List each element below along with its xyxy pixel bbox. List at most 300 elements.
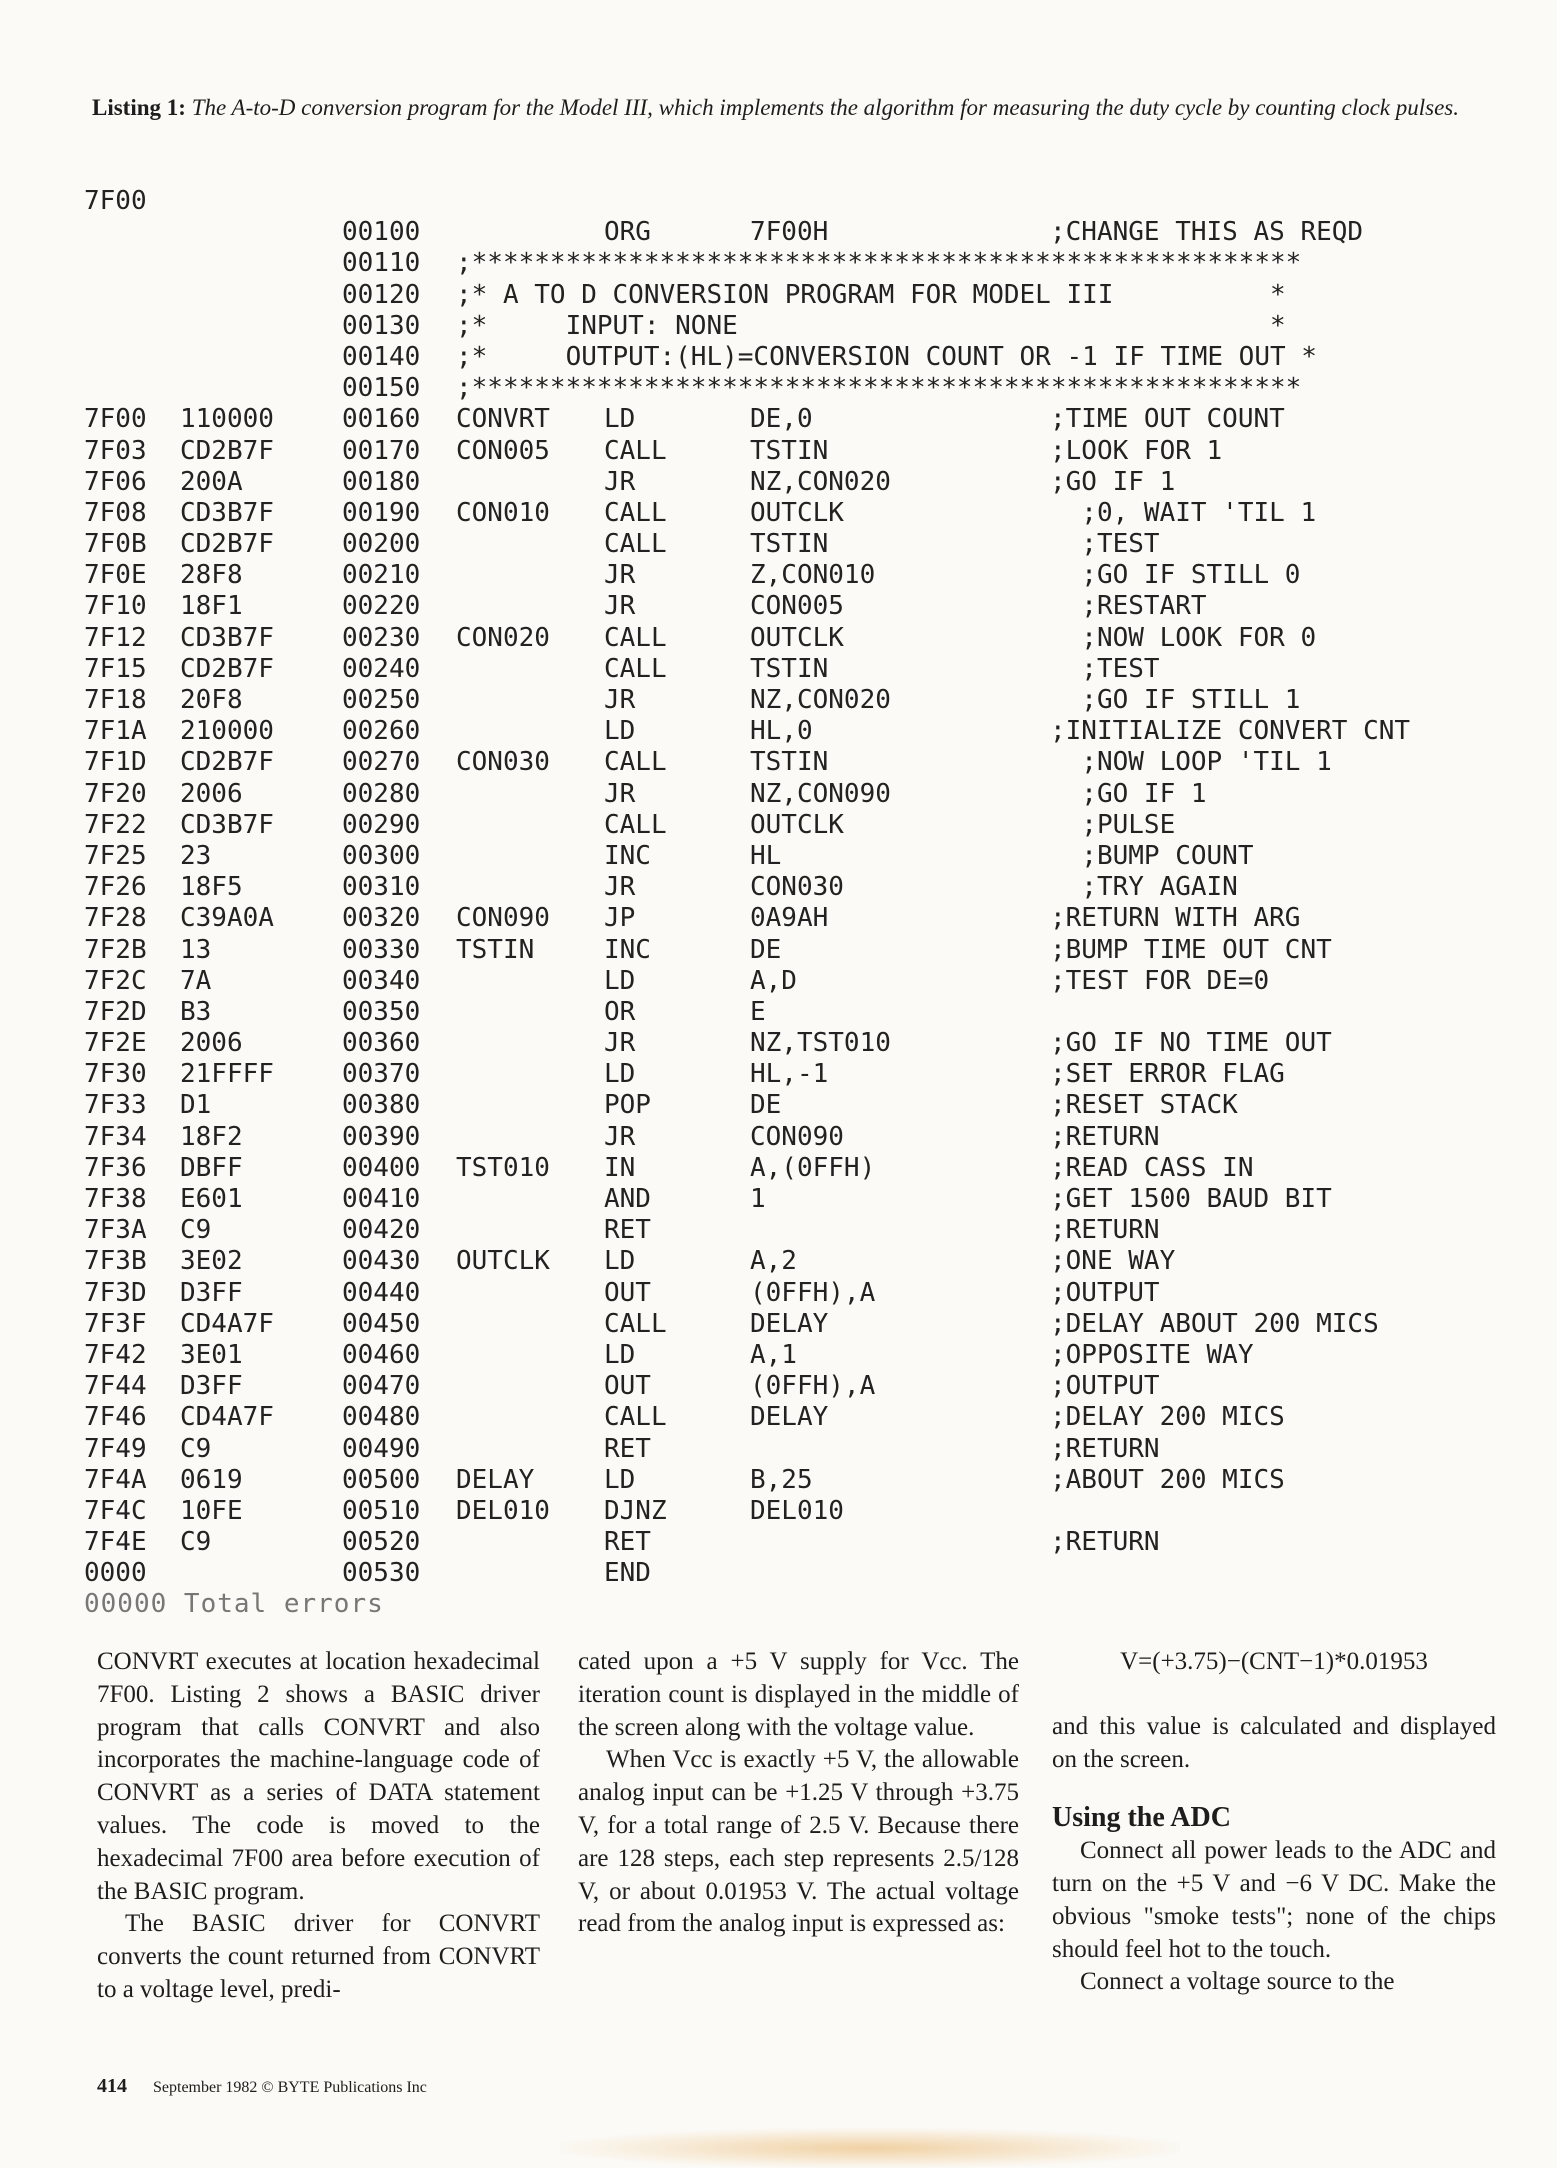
listing-row bbox=[84, 1309, 1514, 1340]
listing-opcode: CALL bbox=[604, 1308, 667, 1339]
listing-operand: DE,0 bbox=[750, 404, 813, 435]
section-heading: Using the ADC bbox=[1052, 1802, 1231, 1834]
listing-line-number: 00160 bbox=[342, 404, 421, 435]
listing-row bbox=[84, 311, 1514, 342]
listing-label: CONVRT bbox=[456, 404, 550, 435]
listing-line-number: 00490 bbox=[342, 1433, 421, 1464]
listing-comment: ;INITIALIZE CONVERT CNT bbox=[1050, 716, 1411, 747]
listing-comment: ;GO IF 1 bbox=[1050, 778, 1207, 809]
listing-operand: CON090 bbox=[750, 1121, 844, 1152]
listing-operand: TSTIN bbox=[750, 529, 829, 560]
listing-row bbox=[84, 1215, 1514, 1246]
listing-object-code: 210000 bbox=[180, 716, 274, 747]
listing-line-number: 00150 bbox=[342, 373, 421, 404]
listing-row bbox=[84, 1371, 1514, 1402]
listing-operand: DE bbox=[750, 934, 782, 965]
listing-operand: TSTIN bbox=[750, 653, 829, 684]
listing-object-code: C9 bbox=[180, 1433, 212, 1464]
listing-line-number: 00300 bbox=[342, 840, 421, 871]
listing-object-code: 18F5 bbox=[180, 872, 243, 903]
listing-opcode: CALL bbox=[604, 653, 667, 684]
listing-row bbox=[84, 1496, 1514, 1527]
listing-address: 7F49 bbox=[84, 1433, 147, 1464]
listing-opcode: JR bbox=[604, 872, 636, 903]
text-column-1 bbox=[97, 1646, 540, 2007]
listing-address: 7F06 bbox=[84, 466, 147, 497]
listing-opcode: JR bbox=[604, 466, 636, 497]
listing-comment: ;NOW LOOK FOR 0 bbox=[1050, 622, 1317, 653]
listing-row bbox=[84, 498, 1514, 529]
listing-address: 7F2B bbox=[84, 934, 147, 965]
listing-row bbox=[84, 529, 1514, 560]
listing-row bbox=[84, 1527, 1514, 1558]
listing-opcode: CALL bbox=[604, 809, 667, 840]
listing-line-number: 00170 bbox=[342, 435, 421, 466]
listing-line-number: 00530 bbox=[342, 1558, 421, 1589]
listing-object-code: 2006 bbox=[180, 1028, 243, 1059]
listing-comment: ;TIME OUT COUNT bbox=[1050, 404, 1285, 435]
paragraph: and this value is calculated and displayed on the screen. bbox=[1052, 1712, 1496, 1773]
listing-label: TST010 bbox=[456, 1152, 550, 1183]
listing-comment: ;RETURN bbox=[1050, 1121, 1160, 1152]
listing-line-number: 00510 bbox=[342, 1495, 421, 1526]
listing-object-code: CD2B7F bbox=[180, 529, 274, 560]
listing-operand: A,1 bbox=[750, 1339, 797, 1370]
listing-address: 7F30 bbox=[84, 1059, 147, 1090]
listing-object-code: C9 bbox=[180, 1215, 212, 1246]
listing-line-number: 00260 bbox=[342, 716, 421, 747]
listing-object-code: 2006 bbox=[180, 778, 243, 809]
listing-opcode: RET bbox=[604, 1527, 651, 1558]
listing-object-code: CD4A7F bbox=[180, 1308, 274, 1339]
listing-line-number: 00440 bbox=[342, 1277, 421, 1308]
listing-operand: (0FFH),A bbox=[750, 1277, 876, 1308]
listing-row bbox=[84, 1153, 1514, 1184]
listing-opcode: INC bbox=[604, 840, 651, 871]
listing-row bbox=[84, 1028, 1514, 1059]
listing-opcode: INC bbox=[604, 934, 651, 965]
listing-comment: ;GO IF STILL 0 bbox=[1050, 560, 1301, 591]
listing-line-number: 00330 bbox=[342, 934, 421, 965]
caption-text: The A-to-D conversion program for the Model III, which implements the algorithm for measuring the duty cycle by counting clock pulses. bbox=[191, 95, 1460, 120]
listing-address: 7F3D bbox=[84, 1277, 147, 1308]
listing-line-number: 00130 bbox=[342, 310, 421, 341]
page-number: 414 bbox=[97, 2075, 127, 2097]
listing-object-code: 200A bbox=[180, 466, 243, 497]
listing-operand: DELAY bbox=[750, 1402, 829, 1433]
listing-opcode: END bbox=[604, 1558, 651, 1589]
listing-operand: TSTIN bbox=[750, 747, 829, 778]
listing-operand: 7F00H bbox=[750, 217, 829, 248]
listing-address: 7F25 bbox=[84, 840, 147, 871]
listing-object-code: CD3B7F bbox=[180, 622, 274, 653]
listing-address: 7F22 bbox=[84, 809, 147, 840]
listing-line-number: 00220 bbox=[342, 591, 421, 622]
listing-line-number: 00340 bbox=[342, 965, 421, 996]
listing-operand: TSTIN bbox=[750, 435, 829, 466]
listing-object-code: CD2B7F bbox=[180, 435, 274, 466]
listing-comment: ;BUMP COUNT bbox=[1050, 840, 1254, 871]
listing-address: 7F00 bbox=[84, 404, 147, 435]
listing-row bbox=[84, 685, 1514, 716]
listing-address: 7F08 bbox=[84, 497, 147, 528]
listing-opcode: ORG bbox=[604, 217, 651, 248]
listing-opcode: LD bbox=[604, 716, 636, 747]
listing-row bbox=[84, 1122, 1514, 1153]
listing-line-number: 00420 bbox=[342, 1215, 421, 1246]
listing-opcode: JR bbox=[604, 778, 636, 809]
listing-opcode: LD bbox=[604, 1464, 636, 1495]
listing-line-number: 00290 bbox=[342, 809, 421, 840]
listing-object-code: E601 bbox=[180, 1184, 243, 1214]
listing-line-number: 00470 bbox=[342, 1371, 421, 1402]
listing-row bbox=[84, 935, 1514, 966]
listing-opcode: RET bbox=[604, 1433, 651, 1464]
listing-comment: ;RETURN bbox=[1050, 1433, 1160, 1464]
listing-banner: ;***************************************************** bbox=[456, 373, 1302, 404]
listing-line-number: 00350 bbox=[342, 996, 421, 1027]
listing-label: OUTCLK bbox=[456, 1246, 550, 1277]
listing-line-number: 00190 bbox=[342, 497, 421, 528]
listing-line-number: 00140 bbox=[342, 341, 421, 372]
listing-object-code: 3E01 bbox=[180, 1339, 243, 1370]
listing-opcode: JR bbox=[604, 591, 636, 622]
listing-object-code: C9 bbox=[180, 1527, 212, 1558]
listing-object-code: 18F2 bbox=[180, 1121, 243, 1152]
listing-comment: ;RESET STACK bbox=[1050, 1090, 1238, 1121]
listing-opcode: OUT bbox=[604, 1371, 651, 1402]
listing-opcode: JR bbox=[604, 1028, 636, 1059]
voltage-formula: V=(+3.75)−(CNT−1)*0.01953 bbox=[1120, 1648, 1428, 1675]
listing-object-code: CD2B7F bbox=[180, 653, 274, 684]
listing-operand: OUTCLK bbox=[750, 622, 844, 653]
listing-opcode: OR bbox=[604, 996, 636, 1027]
listing-operand: 1 bbox=[750, 1184, 766, 1214]
listing-address: 0000 bbox=[84, 1558, 147, 1589]
paragraph: CONVRT executes at location hexadecimal 7F00. Listing 2 shows a BASIC driver program that calls CONVRT and also incorporates the machine-language code of CONVRT as a series of DATA statement values. The code is moved to the hexadecimal 7F00 area before execution of the BASIC program. bbox=[97, 1648, 540, 1905]
listing-operand: HL,0 bbox=[750, 716, 813, 747]
listing-address: 7F03 bbox=[84, 435, 147, 466]
listing-comment: ;TRY AGAIN bbox=[1050, 872, 1238, 903]
listing-address: 7F38 bbox=[84, 1184, 147, 1214]
listing-row bbox=[84, 404, 1514, 435]
listing-operand: DE bbox=[750, 1090, 782, 1121]
listing-line-number: 00280 bbox=[342, 778, 421, 809]
listing-comment: ;ABOUT 200 MICS bbox=[1050, 1464, 1285, 1495]
listing-address: 7F34 bbox=[84, 1121, 147, 1152]
listing-opcode: LD bbox=[604, 1339, 636, 1370]
listing-address: 7F3F bbox=[84, 1308, 147, 1339]
listing-object-code: CD3B7F bbox=[180, 809, 274, 840]
listing-address: 7F4A bbox=[84, 1464, 147, 1495]
listing-address: 7F3B bbox=[84, 1246, 147, 1277]
listing-object-code: CD2B7F bbox=[180, 747, 274, 778]
listing-object-code: D3FF bbox=[180, 1371, 243, 1402]
listing-address: 7F2D bbox=[84, 996, 147, 1027]
listing-comment: ;ONE WAY bbox=[1050, 1246, 1176, 1277]
listing-comment: ;GET 1500 BAUD BIT bbox=[1050, 1184, 1332, 1214]
listing-row bbox=[84, 560, 1514, 591]
listing-opcode: JP bbox=[604, 903, 636, 934]
listing-comment: ;TEST bbox=[1050, 653, 1160, 684]
listing-address: 7F28 bbox=[84, 903, 147, 934]
listing-line-number: 00450 bbox=[342, 1308, 421, 1339]
listing-comment: ;GO IF NO TIME OUT bbox=[1050, 1028, 1332, 1059]
listing-object-code: D3FF bbox=[180, 1277, 243, 1308]
listing-comment: ;RESTART bbox=[1050, 591, 1207, 622]
listing-address: 7F4E bbox=[84, 1527, 147, 1558]
listing-operand: HL,-1 bbox=[750, 1059, 829, 1090]
listing-line-number: 00370 bbox=[342, 1059, 421, 1090]
listing-comment: ;RETURN bbox=[1050, 1527, 1160, 1558]
listing-object-code: 7A bbox=[180, 965, 212, 996]
listing-operand: E bbox=[750, 996, 766, 1027]
listing-line-number: 00390 bbox=[342, 1121, 421, 1152]
listing-row bbox=[84, 1558, 1514, 1589]
listing-row bbox=[84, 841, 1514, 872]
paper-stain bbox=[560, 2128, 1180, 2168]
listing-line-number: 00430 bbox=[342, 1246, 421, 1277]
text-column-3 bbox=[1052, 1646, 1496, 1999]
listing-operand: DELAY bbox=[750, 1308, 829, 1339]
listing-opcode: OUT bbox=[604, 1277, 651, 1308]
listing-label: DEL010 bbox=[456, 1495, 550, 1526]
listing-object-code: CD3B7F bbox=[180, 497, 274, 528]
listing-line-number: 00400 bbox=[342, 1152, 421, 1183]
listing-line-number: 00480 bbox=[342, 1402, 421, 1433]
listing-row bbox=[84, 342, 1514, 373]
listing-operand: CON005 bbox=[750, 591, 844, 622]
listing-comment: ;DELAY 200 MICS bbox=[1050, 1402, 1285, 1433]
listing-label: DELAY bbox=[456, 1464, 535, 1495]
assembly-listing bbox=[84, 186, 1514, 1621]
listing-line-number: 00320 bbox=[342, 903, 421, 934]
listing-address: 7F33 bbox=[84, 1090, 147, 1121]
listing-row bbox=[84, 1184, 1514, 1215]
listing-comment: ;SET ERROR FLAG bbox=[1050, 1059, 1285, 1090]
listing-object-code: DBFF bbox=[180, 1152, 243, 1183]
listing-row bbox=[84, 186, 1514, 217]
listing-banner: ;* A TO D CONVERSION PROGRAM FOR MODEL III * bbox=[456, 279, 1286, 310]
paragraph: Connect a voltage source to the bbox=[1080, 1968, 1395, 1996]
listing-comment: ;TEST FOR DE=0 bbox=[1050, 965, 1270, 996]
listing-address: 7F0E bbox=[84, 560, 147, 591]
listing-object-code: B3 bbox=[180, 996, 212, 1027]
listing-object-code: 10FE bbox=[180, 1495, 243, 1526]
listing-row bbox=[84, 591, 1514, 622]
listing-operand: A,(0FFH) bbox=[750, 1152, 876, 1183]
listing-address: 7F00 bbox=[84, 186, 147, 216]
listing-opcode: DJNZ bbox=[604, 1495, 667, 1526]
paragraph: When Vcc is exactly +5 V, the allowable analog input can be +1.25 V through +3.75 V, for a total range of 2.5 V. Because there are 128 steps, each step represents 2.5/128 V, or about 0.01953 V. The actual voltage read from the analog input is expressed as: bbox=[578, 1746, 1019, 1938]
listing-row bbox=[84, 903, 1514, 934]
listing-row bbox=[84, 1465, 1514, 1496]
listing-operand: NZ,CON020 bbox=[750, 685, 891, 715]
listing-comment: ;GO IF STILL 1 bbox=[1050, 685, 1301, 715]
listing-line-number: 00500 bbox=[342, 1464, 421, 1495]
listing-row bbox=[84, 1589, 1514, 1620]
listing-line-number: 00360 bbox=[342, 1028, 421, 1059]
listing-line-number: 00270 bbox=[342, 747, 421, 778]
listing-address: 7F20 bbox=[84, 778, 147, 809]
listing-opcode: LD bbox=[604, 404, 636, 435]
listing-address: 7F12 bbox=[84, 622, 147, 653]
listing-row bbox=[84, 436, 1514, 467]
listing-object-code: 18F1 bbox=[180, 591, 243, 622]
listing-line-number: 00460 bbox=[342, 1339, 421, 1370]
listing-row bbox=[84, 623, 1514, 654]
paragraph: cated upon a +5 V supply for Vcc. The iteration count is displayed in the middle of the screen along with the voltage value. bbox=[578, 1648, 1019, 1741]
listing-address: 7F3A bbox=[84, 1215, 147, 1246]
listing-row bbox=[84, 1402, 1514, 1433]
listing-row bbox=[84, 1434, 1514, 1465]
listing-object-code: 21FFFF bbox=[180, 1059, 274, 1090]
listing-operand: (0FFH),A bbox=[750, 1371, 876, 1402]
listing-operand: DEL010 bbox=[750, 1495, 844, 1526]
listing-row bbox=[84, 1059, 1514, 1090]
listing-object-code: 3E02 bbox=[180, 1246, 243, 1277]
paragraph: Connect all power leads to the ADC and turn on the +5 V and −6 V DC. Make the obvious "smoke tests"; none of the chips should feel hot to the touch. bbox=[1052, 1837, 1496, 1963]
listing-operand: OUTCLK bbox=[750, 809, 844, 840]
text-column-2 bbox=[578, 1646, 1019, 1941]
listing-label: TSTIN bbox=[456, 934, 535, 965]
listing-banner: ;* INPUT: NONE * bbox=[456, 310, 1286, 341]
listing-object-code: 0619 bbox=[180, 1464, 243, 1495]
listing-object-code: 13 bbox=[180, 934, 212, 965]
listing-banner: ;* OUTPUT:(HL)=CONVERSION COUNT OR -1 IF TIME OUT * bbox=[456, 341, 1317, 372]
caption-label: Listing 1: bbox=[92, 95, 186, 120]
listing-object-code: 28F8 bbox=[180, 560, 243, 591]
listing-address: 7F15 bbox=[84, 653, 147, 684]
listing-row bbox=[84, 872, 1514, 903]
listing-row bbox=[84, 1340, 1514, 1371]
listing-operand: A,2 bbox=[750, 1246, 797, 1277]
listing-errors-summary: 00000 Total errors bbox=[84, 1589, 384, 1620]
listing-comment: ;OUTPUT bbox=[1050, 1371, 1160, 1402]
listing-row bbox=[84, 997, 1514, 1028]
listing-line-number: 00410 bbox=[342, 1184, 421, 1214]
listing-comment: ;0, WAIT 'TIL 1 bbox=[1050, 497, 1317, 528]
listing-line-number: 00250 bbox=[342, 685, 421, 715]
listing-opcode: POP bbox=[604, 1090, 651, 1121]
listing-banner: ;***************************************************** bbox=[456, 248, 1302, 279]
listing-operand: NZ,CON020 bbox=[750, 466, 891, 497]
listing-operand: NZ,CON090 bbox=[750, 778, 891, 809]
listing-address: 7F36 bbox=[84, 1152, 147, 1183]
listing-comment: ;RETURN bbox=[1050, 1215, 1160, 1246]
listing-address: 7F2E bbox=[84, 1028, 147, 1059]
listing-opcode: AND bbox=[604, 1184, 651, 1214]
listing-label: CON005 bbox=[456, 435, 550, 466]
listing-row bbox=[84, 654, 1514, 685]
listing-comment: ;OPPOSITE WAY bbox=[1050, 1339, 1254, 1370]
listing-operand: HL bbox=[750, 840, 782, 871]
listing-caption bbox=[92, 92, 1497, 123]
listing-label: CON010 bbox=[456, 497, 550, 528]
listing-line-number: 00210 bbox=[342, 560, 421, 591]
listing-row bbox=[84, 217, 1514, 248]
listing-address: 7F26 bbox=[84, 872, 147, 903]
listing-address: 7F44 bbox=[84, 1371, 147, 1402]
listing-address: 7F1D bbox=[84, 747, 147, 778]
listing-opcode: CALL bbox=[604, 622, 667, 653]
listing-opcode: JR bbox=[604, 560, 636, 591]
listing-opcode: CALL bbox=[604, 747, 667, 778]
listing-address: 7F46 bbox=[84, 1402, 147, 1433]
listing-line-number: 00110 bbox=[342, 248, 421, 279]
listing-comment: ;TEST bbox=[1050, 529, 1160, 560]
listing-label: CON090 bbox=[456, 903, 550, 934]
listing-row bbox=[84, 1278, 1514, 1309]
listing-row bbox=[84, 467, 1514, 498]
listing-object-code: C39A0A bbox=[180, 903, 274, 934]
listing-address: 7F42 bbox=[84, 1339, 147, 1370]
listing-opcode: CALL bbox=[604, 529, 667, 560]
listing-line-number: 00520 bbox=[342, 1527, 421, 1558]
listing-row bbox=[84, 966, 1514, 997]
footer-credit: September 1982 © BYTE Publications Inc bbox=[153, 2079, 427, 2096]
listing-operand: B,25 bbox=[750, 1464, 813, 1495]
listing-opcode: JR bbox=[604, 1121, 636, 1152]
listing-opcode: LD bbox=[604, 1246, 636, 1277]
listing-opcode: IN bbox=[604, 1152, 636, 1183]
listing-operand: Z,CON010 bbox=[750, 560, 876, 591]
listing-operand: OUTCLK bbox=[750, 497, 844, 528]
page-footer bbox=[97, 2075, 427, 2098]
listing-operand: CON030 bbox=[750, 872, 844, 903]
listing-row bbox=[84, 716, 1514, 747]
listing-object-code: 23 bbox=[180, 840, 212, 871]
listing-object-code: CD4A7F bbox=[180, 1402, 274, 1433]
listing-opcode: CALL bbox=[604, 497, 667, 528]
listing-comment: ;DELAY ABOUT 200 MICS bbox=[1050, 1308, 1379, 1339]
listing-address: 7F2C bbox=[84, 965, 147, 996]
listing-line-number: 00200 bbox=[342, 529, 421, 560]
listing-line-number: 00100 bbox=[342, 217, 421, 248]
listing-comment: ;BUMP TIME OUT CNT bbox=[1050, 934, 1332, 965]
listing-comment: ;NOW LOOP 'TIL 1 bbox=[1050, 747, 1332, 778]
listing-row bbox=[84, 373, 1514, 404]
listing-address: 7F4C bbox=[84, 1495, 147, 1526]
listing-row bbox=[84, 1246, 1514, 1277]
listing-opcode: RET bbox=[604, 1215, 651, 1246]
listing-address: 7F18 bbox=[84, 685, 147, 715]
listing-operand: NZ,TST010 bbox=[750, 1028, 891, 1059]
listing-comment: ;CHANGE THIS AS REQD bbox=[1050, 217, 1364, 248]
listing-comment: ;GO IF 1 bbox=[1050, 466, 1176, 497]
listing-row bbox=[84, 248, 1514, 279]
listing-line-number: 00240 bbox=[342, 653, 421, 684]
listing-object-code: 110000 bbox=[180, 404, 274, 435]
listing-address: 7F1A bbox=[84, 716, 147, 747]
listing-opcode: LD bbox=[604, 965, 636, 996]
listing-opcode: CALL bbox=[604, 1402, 667, 1433]
listing-row bbox=[84, 747, 1514, 778]
listing-comment: ;PULSE bbox=[1050, 809, 1176, 840]
listing-opcode: LD bbox=[604, 1059, 636, 1090]
listing-line-number: 00310 bbox=[342, 872, 421, 903]
listing-operand: 0A9AH bbox=[750, 903, 829, 934]
listing-comment: ;LOOK FOR 1 bbox=[1050, 435, 1223, 466]
listing-comment: ;OUTPUT bbox=[1050, 1277, 1160, 1308]
listing-opcode: CALL bbox=[604, 435, 667, 466]
listing-row bbox=[84, 779, 1514, 810]
listing-line-number: 00230 bbox=[342, 622, 421, 653]
listing-row bbox=[84, 280, 1514, 311]
listing-label: CON020 bbox=[456, 622, 550, 653]
listing-label: CON030 bbox=[456, 747, 550, 778]
listing-address: 7F10 bbox=[84, 591, 147, 622]
